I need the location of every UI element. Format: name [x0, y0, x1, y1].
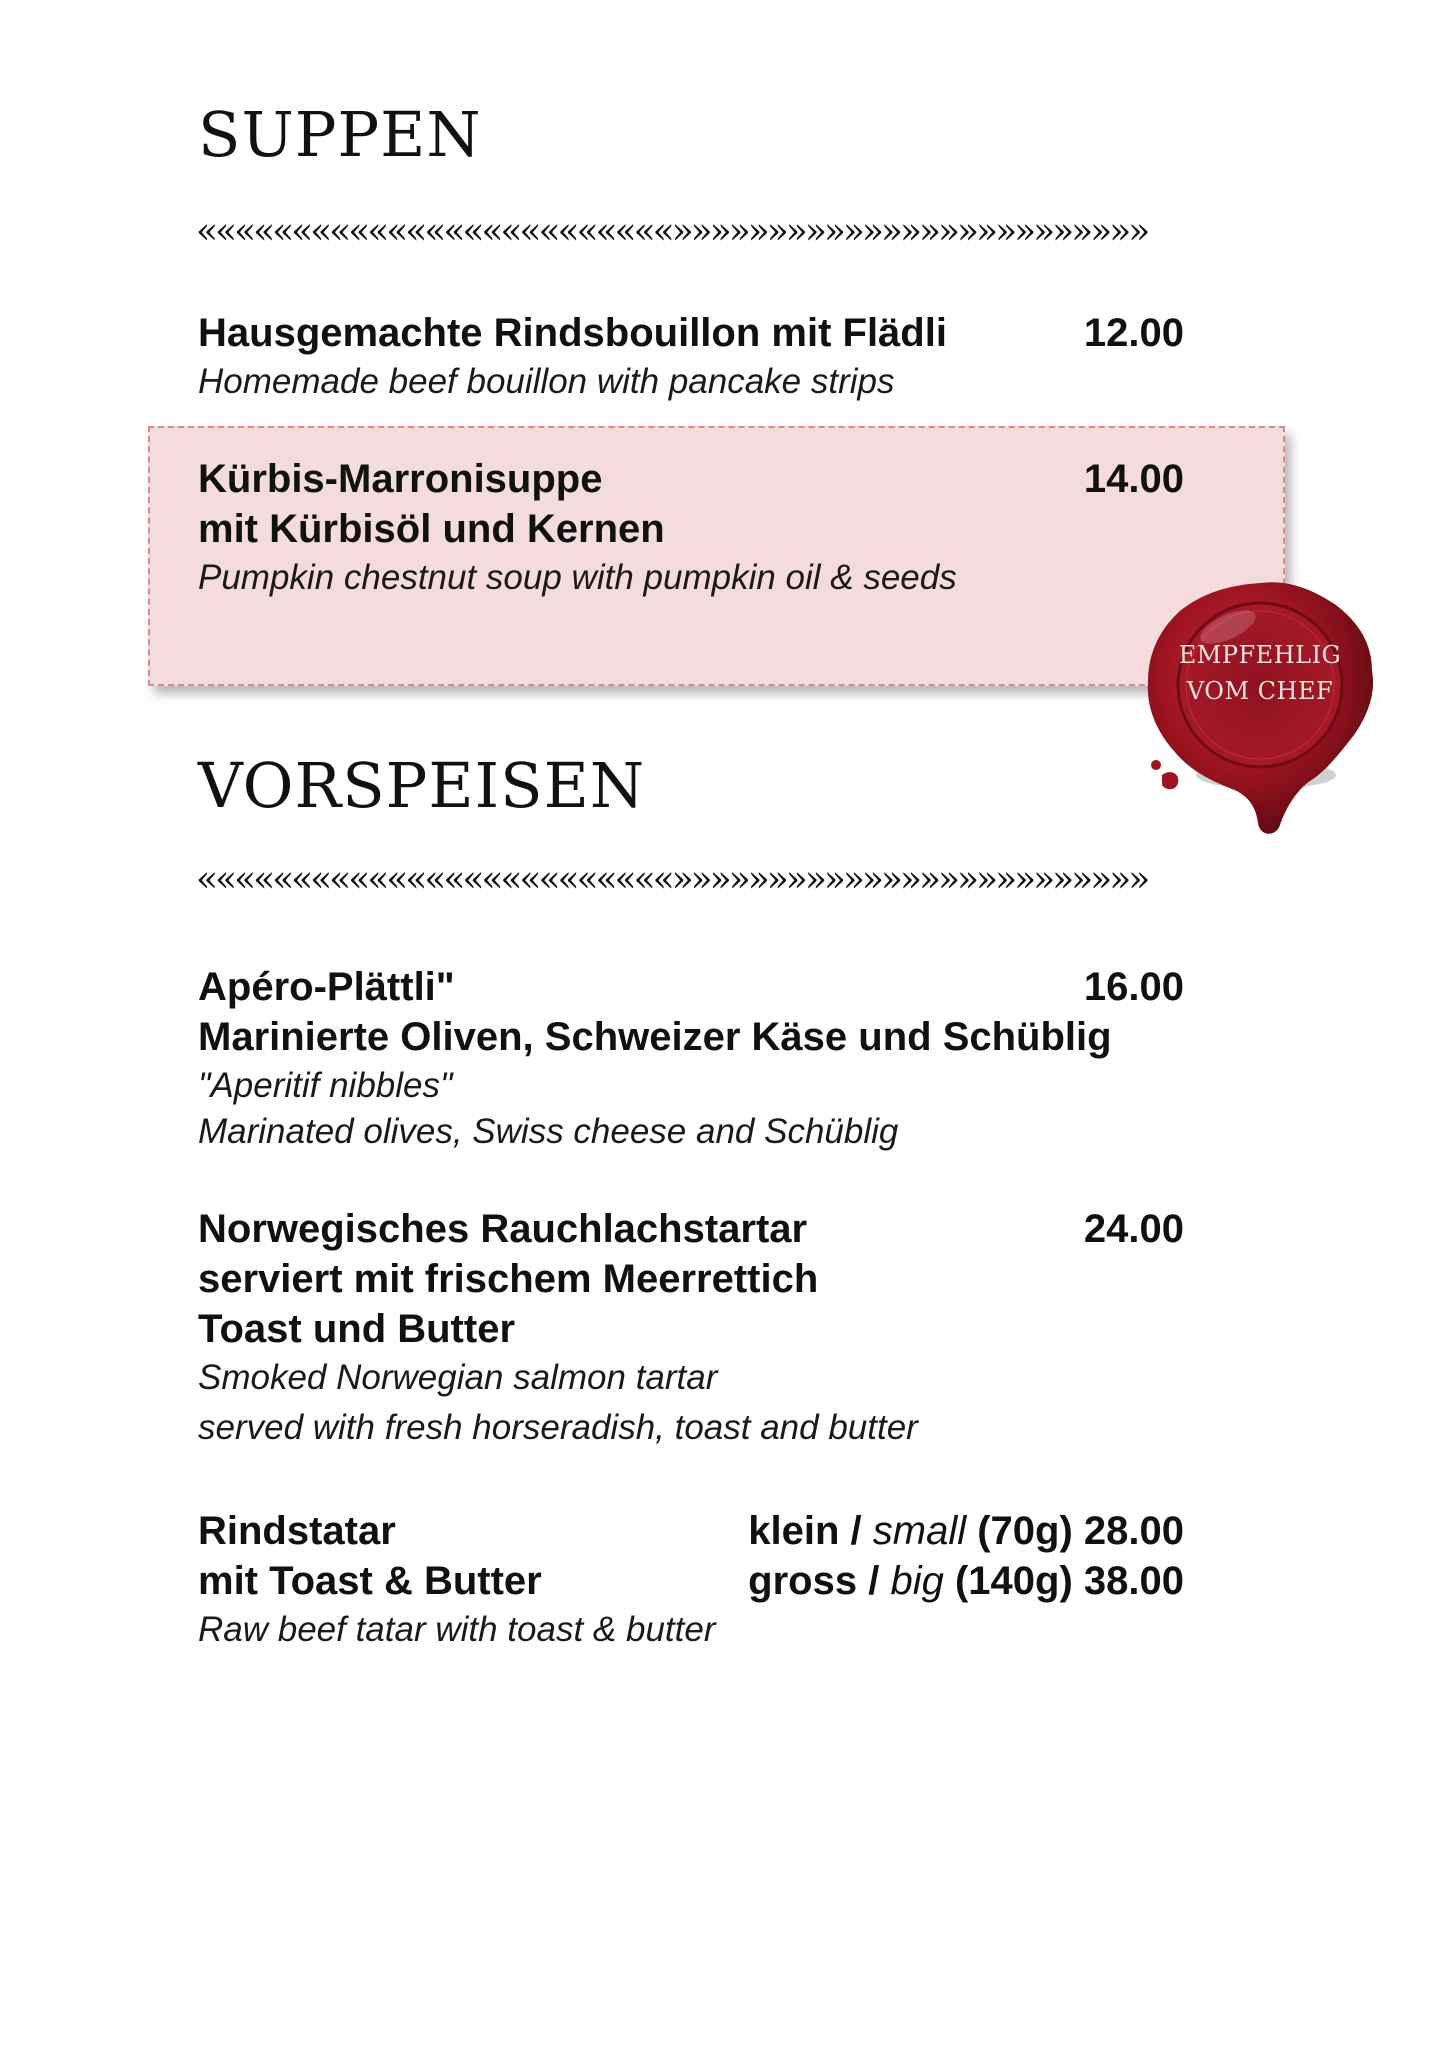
- item-name-line3: Toast und Butter: [198, 1307, 516, 1351]
- item-price: 24.00: [1083, 1207, 1184, 1251]
- wax-seal-badge: [1140, 575, 1380, 835]
- item-description-en-line2: served with fresh horseradish, toast and butter: [198, 1408, 918, 1447]
- seal-text-line1: EMPFEHLIG: [1178, 641, 1342, 669]
- item-name-line2: mit Kürbisöl und Kernen: [198, 507, 665, 551]
- ornament-divider: «««««««««««««««««««««««««»»»»»»»»»»»»»»»»»»»»»»»»»: [196, 214, 1148, 250]
- item-name-line2: Marinierte Oliven, Schweizer Käse und Schüblig: [198, 1015, 1112, 1059]
- item-name-line1: Norwegisches Rauchlachstartar: [198, 1207, 808, 1251]
- section-title-soups: SUPPEN: [198, 98, 482, 171]
- item-description-en-line1: "Aperitif nibbles": [198, 1066, 453, 1105]
- item-description-en-line2: Marinated olives, Swiss cheese and Schüblig: [198, 1112, 899, 1151]
- item-price: 16.00: [1083, 965, 1184, 1009]
- item-price: 14.00: [1083, 457, 1184, 501]
- item-description-en-line1: Smoked Norwegian salmon tartar: [198, 1358, 718, 1397]
- section-title-starters: VORSPEISEN: [198, 749, 646, 822]
- item-description-en: Homemade beef bouillon with pancake strips: [198, 362, 895, 401]
- item-size-price-big: gross / big (140g) 38.00: [748, 1559, 1184, 1603]
- ornament-divider: «««««««««««««««««««««««««»»»»»»»»»»»»»»»»»»»»»»»»»: [196, 862, 1148, 898]
- item-name-line2: serviert mit frischem Meerrettich: [198, 1257, 819, 1301]
- item-price: 12.00: [1083, 311, 1184, 355]
- item-description-en: Pumpkin chestnut soup with pumpkin oil & seeds: [198, 558, 957, 597]
- item-name-line1: Kürbis-Marronisuppe: [198, 457, 603, 501]
- item-name-line2: mit Toast & Butter: [198, 1559, 542, 1603]
- seal-text-line2: VOM CHEF: [1186, 677, 1334, 705]
- item-description-en: Raw beef tatar with toast & butter: [198, 1610, 716, 1649]
- item-name: Hausgemachte Rindsbouillon mit Flädli: [198, 311, 947, 355]
- wax-seal-icon: [1140, 575, 1380, 835]
- item-size-price-small: klein / small (70g) 28.00: [748, 1509, 1184, 1553]
- item-name-line1: Apéro-Plättli": [198, 965, 455, 1009]
- item-name-line1: Rindstatar: [198, 1509, 396, 1553]
